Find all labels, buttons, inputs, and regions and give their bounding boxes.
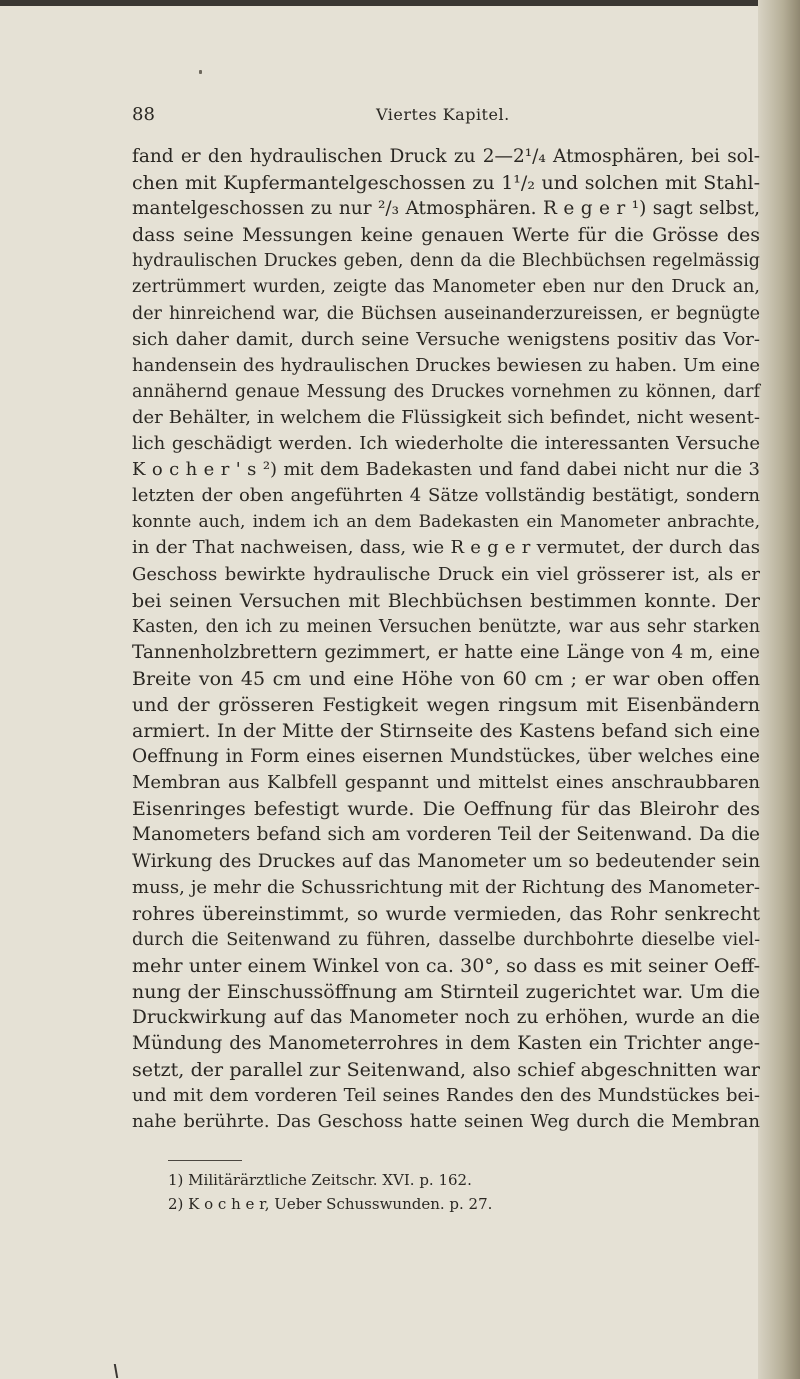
body-text <box>132 144 760 1136</box>
text-line: Druckwirkung auf das Manometer noch zu erhöhen, wurde an die <box>132 1007 760 1029</box>
text-line: nahe berührte. Das Geschoss hatte seinen Weg durch die Membran <box>132 1111 760 1133</box>
text-line: fand er den hydraulischen Druck zu 2—2¹/₄ Atmosphären, bei sol- <box>132 146 760 167</box>
running-title: Viertes Kapitel. <box>376 105 510 124</box>
text-line: Manometers befand sich am vorderen Teil der Seitenwand. Da die <box>132 824 760 846</box>
footnotes <box>168 1168 588 1216</box>
text-line: Geschoss bewirkte hydraulische Druck ein viel grösserer ist, als er <box>132 563 760 585</box>
text-line: rohres übereinstimmt, so wurde vermieden, das Rohr senkrecht <box>132 902 760 925</box>
ink-speck <box>199 70 202 74</box>
text-line: Oeffnung in Form eines eisernen Mundstückes, über welches eine <box>132 746 760 768</box>
text-line: armiert. In der Mitte der Stirnseite des Kastens befand sich eine <box>132 720 760 743</box>
text-line: mehr unter einem Winkel von ca. 30°, so dass es mit seiner Oeff- <box>132 954 760 977</box>
text-line: lich geschädigt werden. Ich wiederholte die interessanten Versuche <box>132 433 760 455</box>
text-line: Kasten, den ich zu meinen Versuchen benützte, war aus sehr starken <box>132 616 760 637</box>
text-line: annähernd genaue Messung des Druckes vornehmen zu können, darf <box>132 381 760 402</box>
text-line: durch die Seitenwand zu führen, dasselbe durchbohrte dieselbe viel- <box>132 929 760 950</box>
text-line: setzt, der parallel zur Seitenwand, also schief abgeschnitten war <box>132 1059 760 1082</box>
text-line: Tannenholzbrettern gezimmert, er hatte eine Länge von 4 m, eine <box>132 641 760 663</box>
text-line: muss, je mehr die Schussrichtung mit der Richtung des Manometer- <box>132 876 760 898</box>
text-line: Eisenringes befestigt wurde. Die Oeffnung für das Bleirohr des <box>132 798 760 821</box>
footnote: 2) K o c h e r, Ueber Schusswunden. p. 27. <box>168 1195 493 1213</box>
text-line: Wirkung des Druckes auf das Manometer um so bedeutender sein <box>132 850 760 872</box>
text-line: letzten der oben angeführten 4 Sätze vollständig bestätigt, sondern <box>132 485 760 507</box>
text-line: und der grösseren Festigkeit wegen ringsum mit Eisenbändern <box>132 693 760 716</box>
text-line: handensein des hydraulischen Druckes bewiesen zu haben. Um eine <box>132 354 760 376</box>
page-fold-shadow <box>758 0 800 1379</box>
text-line: sich daher damit, durch seine Versuche wenigstens positiv das Vor- <box>132 328 760 350</box>
page-number: 88 <box>132 104 155 125</box>
ink-mark <box>114 1364 118 1378</box>
text-line: K o c h e r ' s ²) mit dem Badekasten und fand dabei nicht nur die 3 <box>132 459 760 481</box>
text-line: konnte auch, indem ich an dem Badekasten ein Manometer anbrachte, <box>132 512 760 533</box>
text-line: Membran aus Kalbfell gespannt und mittelst eines anschraubbaren <box>132 772 760 794</box>
footnote: 1) Militärärztliche Zeitschr. XVI. p. 162. <box>168 1171 472 1189</box>
text-line: nung der Einschussöffnung am Stirnteil zugerichtet war. Um die <box>132 981 760 1003</box>
text-line: mantelgeschossen zu nur ²/₃ Atmosphären. R e g e r ¹) sagt selbst, <box>132 198 760 220</box>
footnote-rule <box>168 1160 242 1161</box>
text-line: Mündung des Manometerrohres in dem Kasten ein Trichter ange- <box>132 1033 760 1055</box>
text-line: der hinreichend war, die Büchsen auseinanderzureissen, er begnügte <box>132 303 760 324</box>
text-line: hydraulischen Druckes geben, denn da die Blechbüchsen regelmässig <box>132 251 760 272</box>
page-top-edge <box>0 0 800 6</box>
page-header <box>0 104 800 134</box>
text-line: chen mit Kupfermantelgeschossen zu 1¹/₂ und solchen mit Stahl- <box>132 172 760 195</box>
text-line: bei seinen Versuchen mit Blechbüchsen bestimmen konnte. Der <box>132 589 760 612</box>
text-line: der Behälter, in welchem die Flüssigkeit sich befindet, nicht wesent- <box>132 406 760 428</box>
text-line: und mit dem vorderen Teil seines Randes den des Mundstückes bei- <box>132 1085 760 1107</box>
text-line: dass seine Messungen keine genauen Werte für die Grösse des <box>132 224 760 247</box>
text-line: zertrümmert wurden, zeigte das Manometer eben nur den Druck an, <box>132 277 760 298</box>
text-line: Breite von 45 cm und eine Höhe von 60 cm ; er war oben offen <box>132 667 760 690</box>
text-line: in der That nachweisen, dass, wie R e g e r vermutet, der durch das <box>132 537 760 559</box>
